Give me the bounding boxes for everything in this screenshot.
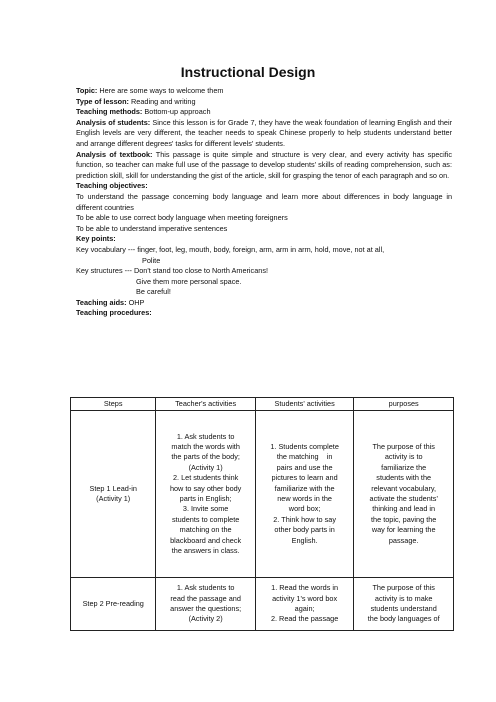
student-activities-cell: 1. Students complete the matching in pairs and use the pictures to learn and familiarize with the new words in the word box; 2. Think how to say other body parts in English. [255, 411, 354, 578]
procedures-table [70, 397, 454, 631]
objective-item: To understand the passage concerning body language and learn more about differences in body language in different countries [76, 191, 452, 212]
table-row [71, 578, 454, 631]
key-vocabulary-cont: Polite [142, 255, 161, 265]
objective-item: To be able to use correct body language when meeting foreigners [76, 213, 288, 223]
field-value: Since this lesson is for Grade 7, they have the weak foundation of learning English and their English levels are very different, the teacher needs to speak Chinese properly to help students understand better and arrange different degrees' tasks for different levels' students. [76, 117, 453, 148]
purposes-cell: The purpose of this activity is to familiarize the students with the relevant vocabulary, activate the students' thinking and lead in the topic, paving the way for learning the passage. [354, 411, 454, 578]
teacher-activities-cell: 1. Ask students to read the passage and answer the questions; (Activity 2) [156, 578, 255, 631]
field-label: Topic: [76, 86, 98, 95]
column-header-students: Students' activities [255, 398, 354, 411]
objective-item: To be able to understand imperative sentences [76, 223, 228, 233]
key-points-heading: Key points: [76, 234, 116, 244]
field-analysis-students [76, 118, 452, 150]
field-value: Here are some ways to welcome them [99, 86, 224, 95]
field-aids [76, 298, 452, 309]
teacher-activities-cell: 1. Ask students to match the words with the parts of the body; (Activity 1) 2. Let students think how to say other body parts in English; 3. Invite some students to complete matching on the blackboard and check the answers in class. [156, 411, 255, 578]
field-label: Teaching aids: [76, 297, 127, 307]
key-structures-cont: Give them more personal space. [136, 276, 242, 286]
field-label: Type of lesson: [76, 96, 129, 106]
purposes-cell: The purpose of this activity is to make students understand the body languages of [354, 578, 454, 631]
key-structures: Key structures --- Don't stand too close to North Americans! [76, 266, 268, 276]
table-row [71, 411, 454, 578]
document-body [76, 86, 452, 319]
step-cell: Step 2 Pre-reading [71, 578, 156, 631]
field-methods [76, 107, 452, 118]
field-topic [76, 86, 452, 97]
field-analysis-textbook [76, 150, 452, 182]
field-value: OHP [128, 297, 145, 307]
table-header-row [71, 398, 454, 411]
field-label: Analysis of students: [76, 117, 151, 127]
procedures-heading: Teaching procedures: [76, 308, 152, 318]
key-structures-cont: Be careful! [136, 287, 171, 297]
column-header-teacher: Teacher's activities [156, 398, 255, 411]
field-label: Teaching methods: [76, 107, 143, 117]
column-header-purposes: purposes [354, 398, 454, 411]
student-activities-cell: 1. Read the words in activity 1's word box again; 2. Read the passage [255, 578, 354, 631]
field-value: Bottom-up approach [144, 107, 211, 117]
field-value: This passage is quite simple and structure is very clear, and every activity has specific function, so teacher can make full use of the passage to develop students' skills of reading comprehension, such as: prediction skill, skill for understanding the gist of the article, skill for grasping the tenor of each paragraph and so on. [76, 149, 453, 180]
objectives-heading: Teaching objectives: [76, 181, 148, 191]
step-cell: Step 1 Lead-in (Activity 1) [71, 411, 156, 578]
field-label: Analysis of textbook: [76, 149, 153, 159]
key-vocabulary: Key vocabulary --- finger, foot, leg, mouth, body, foreign, arm, arm in arm, hold, move, not at all, [76, 244, 385, 254]
field-lesson-type [76, 97, 452, 108]
document-title: Instructional Design [180, 64, 316, 80]
column-header-steps: Steps [71, 398, 156, 411]
field-value: Reading and writing [131, 96, 196, 106]
